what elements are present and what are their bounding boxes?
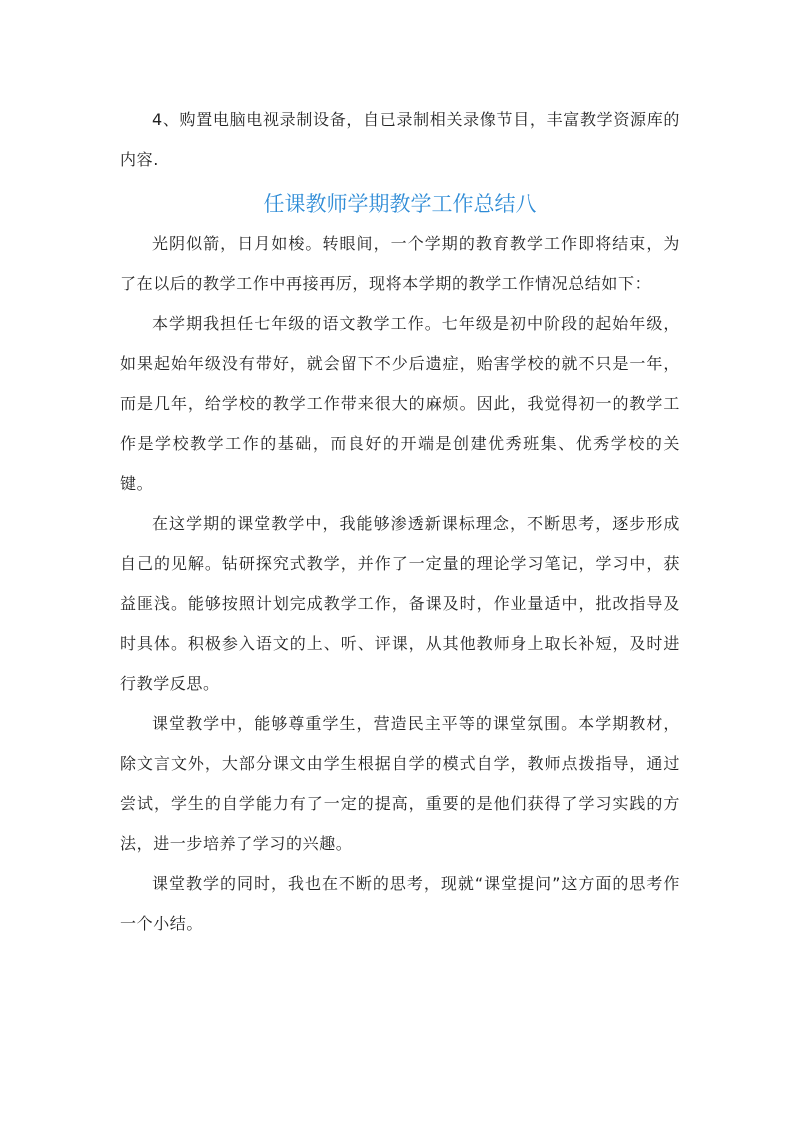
paragraph-opening: 光阴似箭，日月如梭。转眼间，一个学期的教育教学工作即将结束，为了在以后的教学工作中再接再厉，现将本学期的教学工作情况总结如下： <box>120 234 680 293</box>
paragraph-teaching-role: 本学期我担任七年级的语文教学工作。七年级是初中阶段的起始年级，如果起始年级没有带好，就会留下不少后遗症，贻害学校的就不只是一年，而是几年，给学校的教学工作带来很大的麻烦。因此，我觉得初一的教学工作是学校教学工作的基础，而良好的开端是创建优秀班集、优秀学校的关键。 <box>120 314 680 493</box>
section-title: 任课教师学期教学工作总结八 <box>263 192 537 216</box>
paragraph-classroom-teaching: 在这学期的课堂教学中，我能够渗透新课标理念，不断思考，逐步形成自己的见解。钻研探究式教学，并作了一定量的理论学习笔记，学习中，获益匪浅。能够按照计划完成教学工作，备课及时，作业量适中，批改指导及时具体。积极参入语文的上、听、评课，从其他教师身上取长补短，及时进行教学反思。 <box>120 514 680 693</box>
intro-paragraph: 4、购置电脑电视录制设备，自已录制相关录像节目，丰富教学资源库的内容. <box>120 110 680 169</box>
paragraph-respect-students: 课堂教学中，能够尊重学生，营造民主平等的课堂氛围。本学期教材，除文言文外，大部分课文由学生根据自学的模式自学，教师点拨指导，通过尝试，学生的自学能力有了一定的提高，重要的是他们获得了学习实践的方法，进一步培养了学习的兴趣。 <box>120 714 680 853</box>
document-body <box>120 100 680 944</box>
paragraph-reflection: 课堂教学的同时，我也在不断的思考，现就“课堂提问”这方面的思考作一个小结。 <box>120 874 680 933</box>
